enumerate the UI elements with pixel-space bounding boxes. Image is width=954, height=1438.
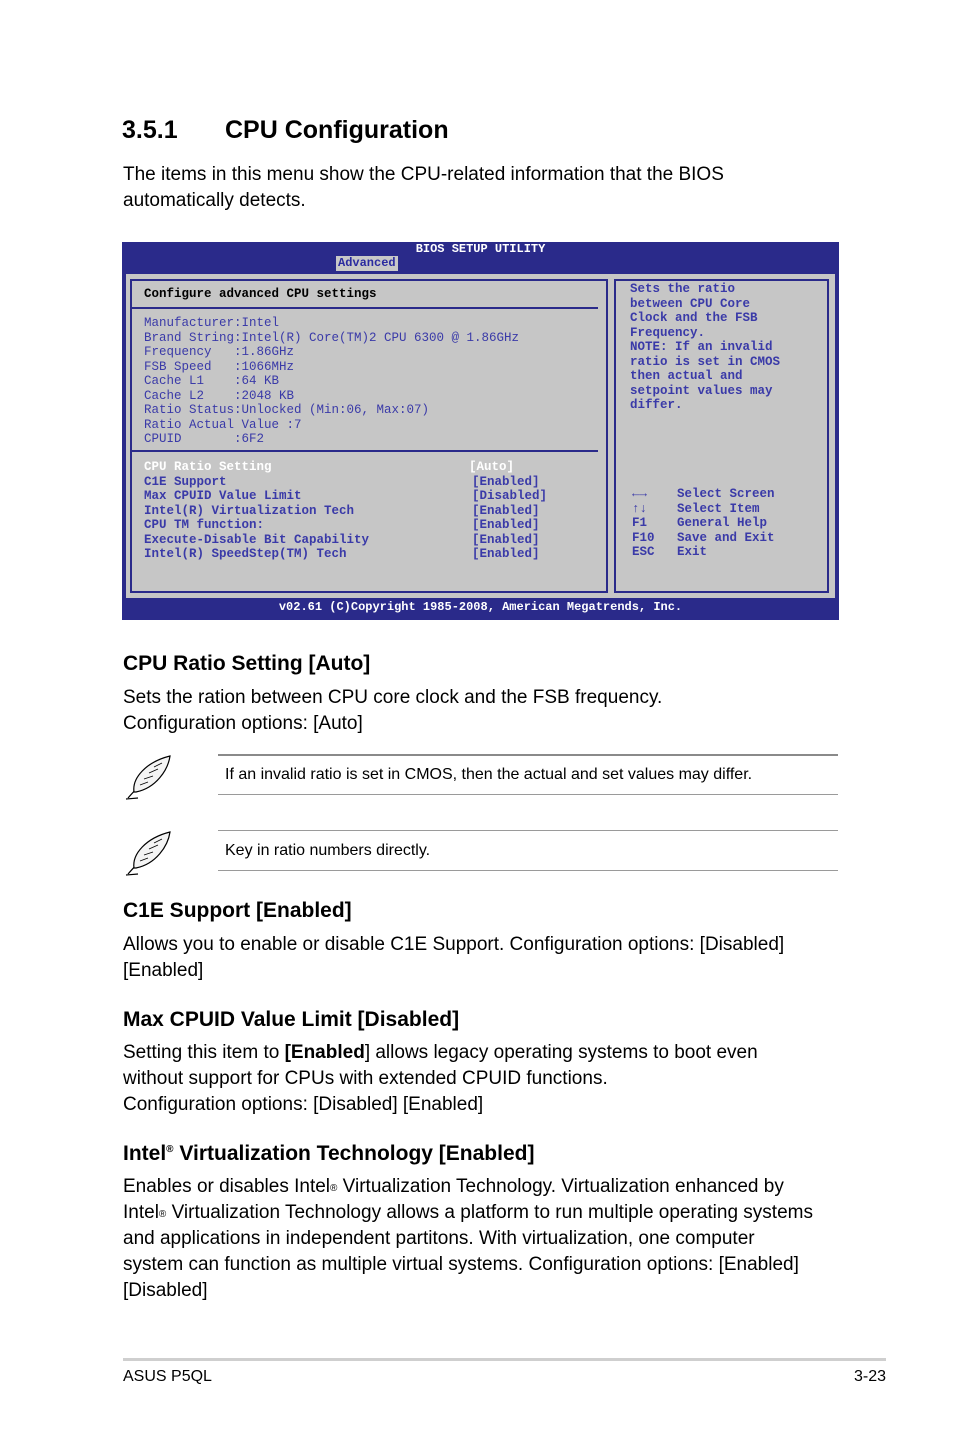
bios-info-line: CPUID :6F2 bbox=[144, 432, 265, 446]
bios-info-line: Cache L1 :64 KB bbox=[144, 374, 280, 388]
cpu-ratio-paragraph bbox=[123, 685, 662, 737]
c1e-paragraph bbox=[123, 932, 784, 984]
bios-info-line: Frequency :1.86GHz bbox=[144, 345, 295, 359]
c1e-line-1: Allows you to enable or disable C1E Support. Configuration options: [Disabled] bbox=[123, 934, 785, 955]
vt-line-2-post: Virtualization Technology allows a platform to run multiple operating systems bbox=[166, 1202, 813, 1223]
bios-setting-c1e-value[interactable]: [Enabled] bbox=[472, 474, 540, 489]
vt-line-3: and applications in independent partitons. With virtualization, one computer bbox=[123, 1228, 755, 1249]
bios-help-line: Clock and the FSB bbox=[630, 311, 758, 325]
bios-setting-speedstep-value[interactable]: [Enabled] bbox=[472, 547, 540, 561]
bios-setting-cpu-ratio-value[interactable]: [Auto] bbox=[469, 460, 515, 474]
bios-key-arrows-lr-icon: ←→ bbox=[632, 487, 648, 501]
bios-setting-cpu-tm-value[interactable]: [Enabled] bbox=[472, 518, 540, 532]
c1e-heading: C1E Support [Enabled] bbox=[123, 899, 352, 922]
vt-heading bbox=[123, 1142, 534, 1166]
note-rule-top bbox=[218, 754, 838, 756]
bios-help-line: Sets the ratio bbox=[630, 282, 736, 296]
bios-info-line: Brand String:Intel(R) Core(TM)2 CPU 6300 @ 1.86GHz bbox=[144, 330, 520, 345]
bios-title: BIOS SETUP UTILITY bbox=[415, 242, 546, 256]
cpuid-line-2: without support for CPUs with extended CPUID functions. bbox=[123, 1068, 608, 1089]
section-title: CPU Configuration bbox=[225, 116, 449, 144]
bios-info-line: FSB Speed :1066MHz bbox=[144, 359, 295, 374]
bios-separator-mid bbox=[132, 450, 598, 452]
bios-key-f10: F10 bbox=[632, 530, 655, 545]
bios-setting-cpu-ratio[interactable]: CPU Ratio Setting bbox=[144, 460, 272, 474]
bios-setting-cpu-tm[interactable]: CPU TM function: bbox=[144, 518, 265, 532]
bios-key-f1: F1 bbox=[632, 516, 648, 530]
bios-help-line: ratio is set in CMOS bbox=[630, 354, 781, 369]
bios-key-action: Select Item bbox=[677, 501, 760, 516]
note-feather-icon bbox=[122, 752, 176, 802]
vt-paragraph bbox=[123, 1174, 813, 1304]
bios-help-line: then actual and bbox=[630, 369, 743, 383]
footer-product: ASUS P5QL bbox=[123, 1368, 212, 1385]
bios-separator-top bbox=[132, 307, 598, 309]
bios-info-line: Ratio Actual Value :7 bbox=[144, 417, 302, 432]
cpu-ratio-line-1: Sets the ration between CPU core clock and the FSB frequency. bbox=[123, 687, 663, 708]
bios-setting-vt[interactable]: Intel(R) Virtualization Tech bbox=[144, 503, 355, 518]
bios-setting-speedstep[interactable]: Intel(R) SpeedStep(TM) Tech bbox=[144, 547, 347, 561]
bios-screen bbox=[122, 242, 839, 620]
note-feather-icon bbox=[122, 828, 176, 878]
bios-key-action: Save and Exit bbox=[677, 530, 775, 545]
footer-page-number: 3-23 bbox=[853, 1368, 886, 1385]
bios-footer: v02.61 (C)Copyright 1985-2008, American Megatrends, Inc. bbox=[278, 600, 683, 614]
note-rule-top bbox=[218, 830, 838, 831]
bios-config-header: Configure advanced CPU settings bbox=[144, 287, 377, 301]
bios-setting-vt-value[interactable]: [Enabled] bbox=[472, 503, 540, 518]
bios-setting-max-cpuid[interactable]: Max CPUID Value Limit bbox=[144, 489, 302, 503]
bios-help-line: NOTE: If an invalid bbox=[630, 340, 773, 354]
cpuid-paragraph bbox=[123, 1040, 758, 1118]
vt-heading-pre: Intel bbox=[123, 1142, 167, 1165]
vt-line-4: system can function as multiple virtual systems. Configuration options: [Enabled] bbox=[123, 1254, 799, 1275]
vt-line-1-post: Virtualization Technology. Virtualization enhanced by bbox=[337, 1176, 784, 1197]
bios-help-line: differ. bbox=[630, 398, 683, 412]
bios-key-action: Select Screen bbox=[677, 487, 775, 501]
vt-line-2-pre: Intel bbox=[123, 1202, 159, 1223]
cpuid-line-1-pre: Setting this item to bbox=[123, 1042, 285, 1063]
section-number: 3.5.1 bbox=[122, 116, 178, 144]
footer-rule bbox=[123, 1358, 886, 1361]
vt-line-1-pre: Enables or disables Intel bbox=[123, 1176, 331, 1197]
bios-help-line: setpoint values may bbox=[630, 383, 773, 398]
bios-key-action: Exit bbox=[677, 545, 708, 559]
cpuid-line-3: Configuration options: [Disabled] [Enabled] bbox=[123, 1094, 484, 1115]
intro-line-1: The items in this menu show the CPU-related information that the BIOS bbox=[123, 164, 724, 185]
registered-mark: ® bbox=[158, 1209, 167, 1220]
bios-panel bbox=[126, 274, 835, 598]
section-heading bbox=[122, 116, 449, 145]
note-text-1: If an invalid ratio is set in CMOS, then the actual and set values may differ. bbox=[225, 766, 753, 783]
vt-heading-post: Virtualization Technology [Enabled] bbox=[173, 1142, 535, 1165]
bios-help-line: between CPU Core bbox=[630, 296, 751, 311]
vt-heading-sup: ® bbox=[166, 1144, 174, 1155]
bios-info-line: Ratio Status:Unlocked (Min:06, Max:07) bbox=[144, 403, 430, 417]
bios-key-arrows-ud-icon: ↑↓ bbox=[632, 501, 648, 516]
intro-paragraph bbox=[123, 162, 724, 214]
note-rule-bottom bbox=[218, 794, 838, 795]
bios-key-action: General Help bbox=[677, 516, 768, 530]
bios-info-line: Manufacturer:Intel bbox=[144, 316, 280, 330]
bios-setting-xd-bit[interactable]: Execute-Disable Bit Capability bbox=[144, 532, 370, 547]
cpu-ratio-line-2: Configuration options: [Auto] bbox=[123, 713, 363, 734]
cpuid-heading: Max CPUID Value Limit [Disabled] bbox=[123, 1008, 460, 1031]
cpu-ratio-heading: CPU Ratio Setting [Auto] bbox=[123, 652, 371, 675]
note-rule-bottom bbox=[218, 870, 838, 871]
bios-setting-max-cpuid-value[interactable]: [Disabled] bbox=[472, 489, 548, 503]
bios-tab-advanced[interactable]: Advanced bbox=[338, 256, 396, 270]
cpuid-line-1-post: ] allows legacy operating systems to boot even bbox=[364, 1042, 758, 1063]
c1e-line-2: [Enabled] bbox=[123, 960, 204, 981]
cpuid-line-1-bold: [Enabled bbox=[284, 1042, 365, 1063]
intro-line-2: automatically detects. bbox=[123, 190, 306, 211]
bios-info-line: Cache L2 :2048 KB bbox=[144, 388, 295, 403]
bios-help-line: Frequency. bbox=[630, 325, 706, 340]
vt-line-5: [Disabled] bbox=[123, 1280, 208, 1301]
bios-setting-xd-bit-value[interactable]: [Enabled] bbox=[472, 532, 540, 547]
bios-setting-c1e[interactable]: C1E Support bbox=[144, 474, 227, 489]
registered-mark: ® bbox=[330, 1183, 338, 1194]
bios-key-esc: ESC bbox=[632, 545, 655, 559]
note-text-2: Key in ratio numbers directly. bbox=[225, 842, 431, 859]
